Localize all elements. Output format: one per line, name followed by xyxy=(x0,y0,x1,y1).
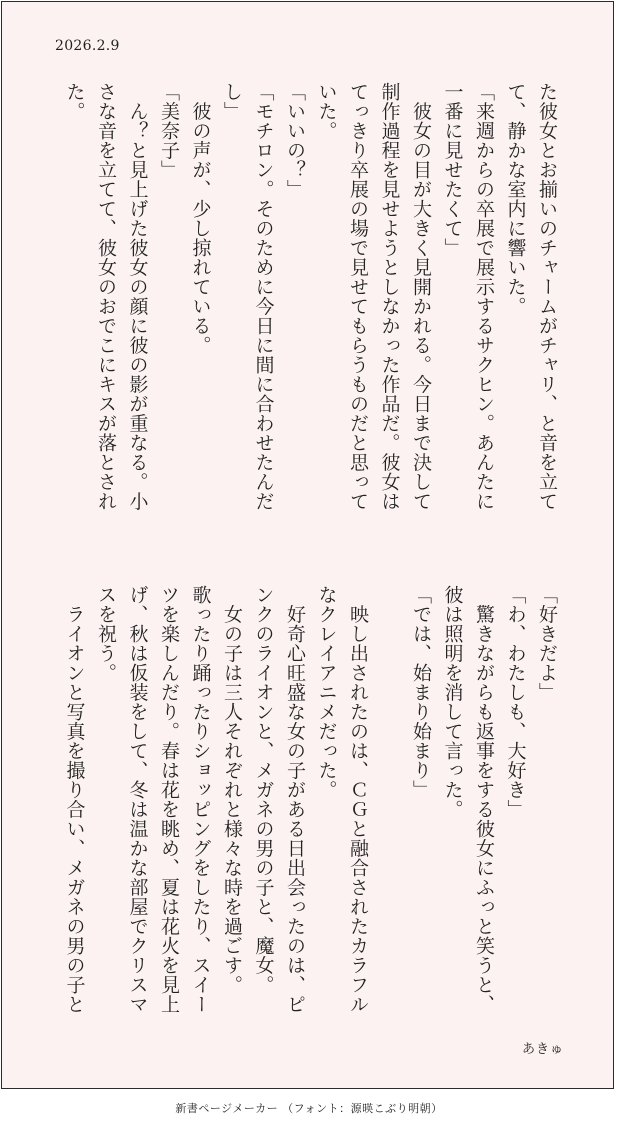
footer-credit: 新書ページメーカー （フォント：源暎こぶり明朝） xyxy=(175,1102,443,1115)
author-name: あきゅ xyxy=(522,1042,565,1057)
page-date: 2026.2.9 xyxy=(55,38,120,54)
text-block-top: た彼女とお揃いのチャームがチャリ、と音を立て て、静かな室内に響いた。 「来週からの卒展で展示するサクヒン。あんたに 一番に見せたくて」 彼女の目が大きく見開かれる。今日まで決して 制作過程を見せようとしなかった作品だ。彼女は てっきり卒展の場で見せてもらうものだと思って いた。 「いいの？」 「モチロン。そのために今日に間に合わせたんだ し」 彼の声が、少し掠れている。 「美奈子」 ん？と見上げた彼女の顔に彼の影が重なる。小 さな音を立てて、彼女のおでこにキスが落とされ た。 xyxy=(63,82,558,511)
book-page xyxy=(1,1,614,1089)
text-block-bottom: 「好きだよ」 「わ、わたしも、大好き」 驚きながらも返事をする彼女にふっと笑うと、 彼は照明を消して言った。 「では、始まり始まり」 映し出されたのは、ＣＧと融合されたカラフル なクレイアニメだった。 好奇心旺盛な女の子がある日出会ったのは、ピ ンクのライオンと、メガネの男の子と、魔女。 女の子は三人それぞれと様々な時を過ごす。 歌ったり踊ったりショッピングをしたり、スイー ツを楽しんだり。春は花を眺め、夏は花火を見上 げ、秋は仮装をして、冬は温かな部屋でクリスマ スを祝う。 ライオンと写真を撮り合い、メガネの男の子と xyxy=(63,585,558,1014)
